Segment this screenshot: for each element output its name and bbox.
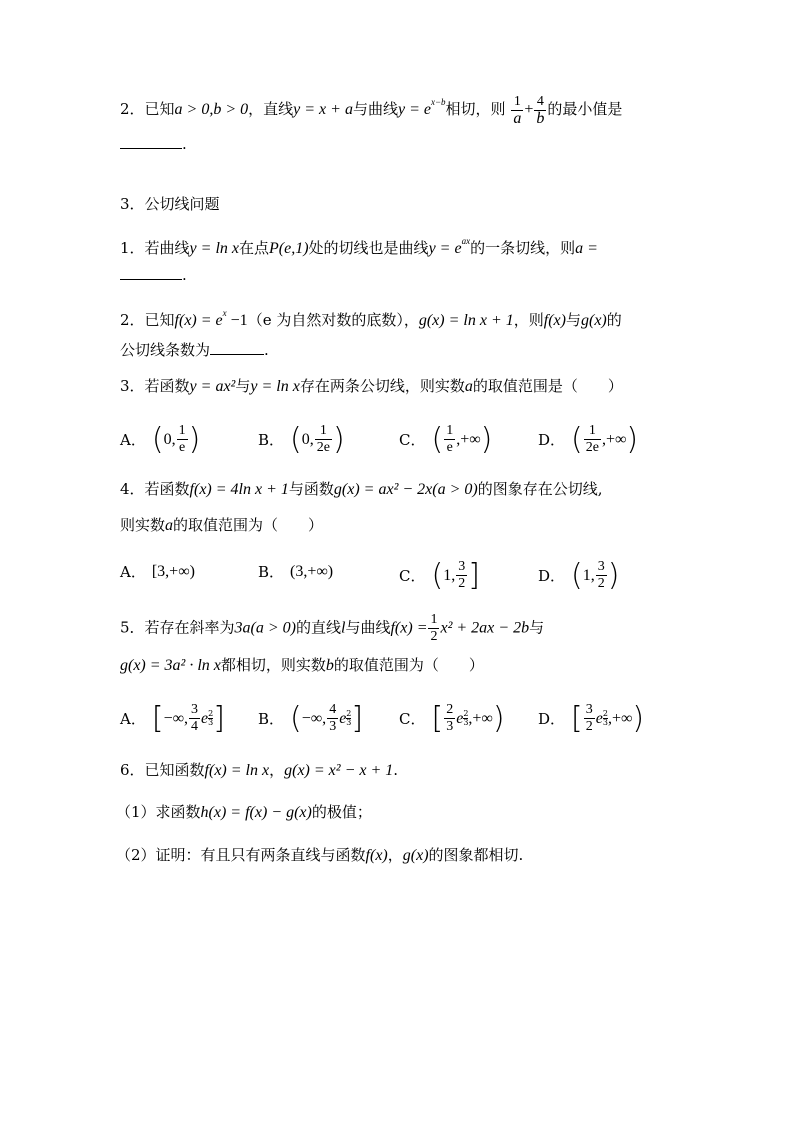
question-text: 相切，则 [445, 100, 506, 118]
fraction [327, 702, 338, 735]
option-label: B． [258, 563, 285, 581]
math-expression: e [595, 709, 603, 727]
option-b[interactable] [258, 561, 333, 583]
option-label: D． [538, 709, 566, 728]
bracket: ) [480, 421, 493, 457]
question-text: 处的切线也是曲线 [308, 239, 429, 257]
bracket: ) [492, 700, 505, 736]
question-text: 的 [606, 311, 622, 329]
bracket: [ [151, 700, 164, 736]
question-text: ，直线 [248, 100, 294, 118]
numerator: 2 [346, 709, 352, 718]
denominator: a [513, 109, 522, 127]
option-c[interactable] [399, 559, 480, 592]
denominator: e [446, 440, 453, 455]
problem-3 [120, 375, 623, 398]
numerator: 2 [602, 709, 608, 718]
answer-blank[interactable] [120, 265, 182, 280]
math-exponent: ax [461, 236, 471, 246]
math-expression: 1, [582, 566, 595, 584]
math-expression: b [325, 657, 334, 674]
math-expression: f(x) = e [174, 312, 223, 329]
denominator: 2 [458, 576, 466, 591]
fraction [584, 702, 595, 735]
option-label: A． [120, 430, 146, 449]
denominator: 3 [446, 719, 454, 734]
answer-blank[interactable] [210, 340, 264, 355]
answer-blank[interactable] [120, 134, 182, 149]
denominator: b [536, 109, 545, 127]
question-text: 与曲线 [352, 100, 398, 118]
math-expression: g(x) = ln x + 1 [418, 312, 514, 329]
math-expression: g(x) [580, 312, 607, 329]
fraction [456, 559, 467, 592]
numerator: 3 [585, 702, 593, 717]
numerator: 1 [584, 423, 601, 440]
question-text: ， [269, 761, 285, 779]
numerator: 1 [178, 423, 186, 438]
math-expression: ,+∞ [468, 709, 493, 727]
math-expression: f(x) = ln x [204, 762, 270, 779]
question-text: 的取值范围是（ ） [472, 377, 623, 395]
bracket: ) [607, 557, 620, 593]
option-label: B． [258, 709, 285, 728]
question-text: 与 [565, 311, 581, 329]
question-text: 的直线 [296, 618, 342, 637]
question-text: 的极值； [311, 803, 372, 821]
math-expression: 1, [443, 566, 456, 584]
option-d[interactable] [538, 702, 644, 735]
option-label: C． [399, 566, 426, 585]
option-label: C． [399, 709, 426, 728]
option-c[interactable] [399, 702, 505, 735]
numerator: 3 [458, 559, 466, 574]
question-text: 的最小值是 [547, 100, 623, 118]
math-expression: y = e [428, 240, 462, 257]
math-expression: f(x) [543, 312, 566, 329]
denominator: 2e [316, 440, 330, 455]
denominator: 2 [585, 719, 593, 734]
math-expression: g(x) = ax² − 2x(a > 0) [333, 481, 478, 498]
fraction [584, 423, 601, 456]
bracket: ( [290, 421, 302, 457]
question-text: （2）证明：有且只有两条直线与函数 [116, 846, 366, 864]
math-expression: y = x + a [293, 101, 353, 118]
option-a[interactable] [120, 423, 200, 456]
option-d[interactable] [538, 559, 619, 592]
option-d[interactable] [538, 423, 638, 456]
math-expression: a [464, 378, 473, 395]
math-expression: ,+∞ [456, 430, 481, 448]
option-a[interactable] [120, 561, 195, 583]
problem-2-line2 [120, 339, 269, 361]
question-text: 则实数 [120, 516, 166, 534]
option-c[interactable] [399, 423, 492, 456]
answer-blank-line [120, 133, 187, 155]
bracket: ) [626, 421, 639, 457]
math-expression: e [456, 709, 464, 727]
math-expression: y = e [397, 101, 431, 118]
denominator: e [178, 440, 186, 455]
question-text: 2．已知 [120, 311, 175, 329]
numerator: 2 [463, 709, 469, 718]
denominator: 3 [208, 718, 214, 727]
question-2-top [120, 91, 622, 127]
math-expression: g(x) = x² − x + 1 [284, 762, 394, 779]
numerator: 2 [208, 709, 214, 718]
denominator: 3 [602, 718, 608, 727]
numerator: 1 [315, 423, 332, 440]
option-label: D． [538, 430, 566, 449]
period: . [393, 761, 399, 779]
bracket: ] [468, 557, 480, 593]
question-text: 与 [529, 618, 545, 637]
math-expression: 0, [301, 430, 314, 448]
math-expression: x² + 2ax − 2b [440, 619, 530, 637]
problem-4 [120, 478, 603, 501]
period: . [182, 135, 187, 153]
numerator: 3 [597, 559, 605, 574]
math-operator: + [524, 101, 534, 118]
option-label: D． [538, 566, 566, 585]
question-text: 5．若存在斜率为 [120, 618, 235, 637]
problem-5-line2 [120, 654, 484, 677]
denominator: 2e [585, 440, 599, 455]
math-expression: a = [575, 240, 598, 257]
question-text: 在点 [239, 239, 270, 257]
math-expression: [3,+∞) [151, 563, 195, 580]
bracket: ( [151, 421, 164, 457]
numerator: 1 [430, 612, 438, 627]
denominator: 3 [346, 718, 352, 727]
math-expression: g(x) [402, 847, 429, 864]
math-expression: h(x) = f(x) − g(x) [200, 804, 312, 821]
denominator: 2 [597, 576, 605, 591]
numerator: 4 [329, 702, 337, 717]
question-text: （1）求函数 [116, 803, 201, 821]
math-expression: y = ln x [250, 378, 300, 395]
fraction [177, 423, 188, 456]
question-text: 1．若曲线 [120, 239, 190, 257]
problem-6 [120, 759, 398, 782]
question-text: 的取值范围为（ ） [333, 656, 484, 674]
bracket: ] [213, 700, 225, 736]
math-expression: ,+∞ [607, 709, 633, 727]
fraction [315, 423, 332, 456]
fraction [428, 612, 439, 645]
problem-2 [120, 302, 622, 332]
question-text: 的一条切线，则 [470, 239, 576, 257]
math-expression: −∞, [301, 709, 327, 727]
question-text: 公切线条数为 [120, 341, 211, 359]
question-text: ，则 [513, 311, 544, 329]
bracket: ( [571, 421, 583, 457]
math-expression: g(x) = 3a² · ln x [120, 657, 221, 674]
bracket: [ [571, 700, 583, 736]
bracket: ] [351, 700, 364, 736]
bracket: ) [188, 421, 201, 457]
fraction [511, 94, 523, 127]
question-text: 与 [235, 377, 251, 395]
math-expression: f(x) = [390, 619, 428, 637]
question-text: 存在两条公切线，则实数 [299, 377, 465, 395]
problem-6-part-2 [116, 844, 523, 867]
option-label: B． [258, 430, 285, 449]
fraction [534, 94, 546, 127]
numerator: 1 [511, 94, 523, 111]
bracket: ( [431, 557, 444, 593]
question-text: 3．若函数 [120, 377, 190, 395]
section-title-text: 3．公切线问题 [120, 195, 220, 213]
problem-4-line2 [120, 514, 323, 537]
bracket: ( [571, 557, 583, 593]
math-expression: 3a(a > 0) [234, 619, 296, 637]
question-text: 与函数 [288, 480, 334, 498]
math-expression: −1 [226, 312, 248, 329]
option-a[interactable] [120, 702, 225, 735]
math-expression: a > 0,b > 0 [174, 101, 249, 118]
question-text: 都相切，则实数 [220, 656, 326, 674]
math-expression: a [165, 517, 174, 534]
math-expression: −∞, [163, 709, 188, 727]
problem-5 [120, 612, 544, 645]
question-text: 2．已知 [120, 100, 175, 118]
problem-1 [120, 230, 598, 260]
fraction [189, 702, 200, 735]
problem-6-part-1 [116, 801, 372, 824]
math-expression: e [201, 709, 209, 727]
numerator: 2 [446, 702, 454, 717]
question-text: 4．若函数 [120, 480, 190, 498]
fraction [444, 423, 455, 456]
math-expression: y = ln x [189, 240, 239, 257]
math-expression: ,+∞ [601, 430, 627, 448]
denominator: 3 [463, 718, 469, 727]
denominator: 2 [430, 629, 438, 644]
bracket: ) [632, 700, 645, 736]
numerator: 1 [446, 423, 454, 438]
question-text: ， [387, 846, 403, 864]
math-expression: l [341, 619, 346, 637]
math-expression: f(x) = 4ln x + 1 [189, 481, 289, 498]
period: . [182, 266, 187, 284]
math-expression: P(e,1) [269, 240, 309, 257]
bracket: [ [431, 700, 444, 736]
question-text: （e 为自然对数的底数）， [247, 311, 419, 329]
option-label: C． [399, 430, 426, 449]
question-text: 6．已知函数 [120, 761, 205, 779]
option-b[interactable] [258, 423, 345, 456]
answer-blank-line [120, 264, 187, 286]
question-text: 与曲线 [345, 618, 391, 637]
numerator: 4 [534, 94, 546, 111]
option-b[interactable] [258, 702, 363, 735]
math-expression: (3,+∞) [290, 563, 334, 580]
option-label: A． [120, 709, 146, 728]
question-text: 的图象存在公切线, [477, 480, 603, 498]
math-expression: 0, [163, 430, 176, 448]
numerator: 3 [191, 702, 198, 717]
option-label: A． [120, 563, 146, 581]
bracket: ( [290, 700, 302, 736]
math-expression: f(x) [365, 847, 388, 864]
math-expression: e [339, 709, 347, 727]
math-exponent: x−b [430, 97, 446, 107]
bracket: ) [332, 421, 345, 457]
math-expression: y = ax² [189, 378, 236, 395]
fraction [596, 559, 607, 592]
bracket: ( [431, 421, 444, 457]
math-exponent: x [222, 308, 227, 318]
period: . [264, 341, 269, 359]
question-text: 的取值范围为（ ） [173, 516, 324, 534]
fraction [444, 702, 455, 735]
section-title [120, 193, 220, 215]
denominator: 4 [191, 719, 198, 734]
denominator: 3 [329, 719, 337, 734]
question-text: 的图象都相切. [428, 846, 524, 864]
